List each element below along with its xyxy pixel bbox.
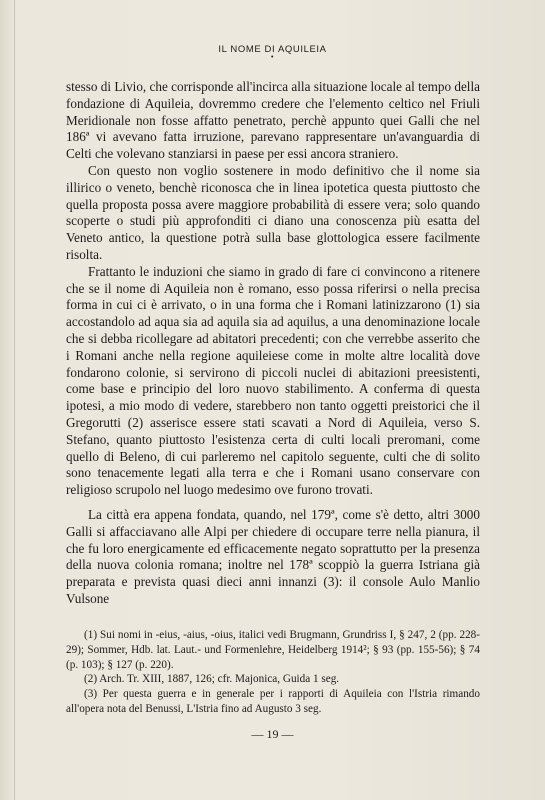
running-head-ornament: • bbox=[270, 54, 275, 61]
paragraph-3: Frattanto le induzioni che siamo in grado di fare ci convincono a ritenere che se il nome di Aquileia non è romano, esso possa riferirsi o nella precisa forma in cui ci è arrivato, o in una forma che i Romani latinizzarono (1) sia accostandolo ad aqua sia ad aquila sia ad aquilus, a una denominazione locale che si debba ricollegare ad abitatori precedenti; con che verrebbe asserito che i Romani anche nella regione aquileiese come in molte altre località dove fondarono colonie, si servirono di piccoli nuclei di abitazioni preesistenti, come base e principio del loro nuovo stabilimento. A conferma di questa ipotesi, a mio modo di vedere, starebbero non tanto oggetti preistorici che il Gregorutti (2) asserisce essere stati scavati a Nord di Aquileia, verso S. Stefano, quanto piuttosto l'esistenza certa di culti locali preromani, come quello di Beleno, di cui parleremo nel capitolo seguente, culti che di solito sono tenacemente legati alla terra e che i Romani usano conservare con religioso scrupolo nel luogo medesimo ove furono trovati. bbox=[66, 263, 480, 498]
running-head bbox=[0, 44, 545, 61]
footnote-3: (3) Per questa guerra e in generale per i rapporti di Aquileia con l'Istria rimando all'opera nota del Benussi, L'Istria fino ad Augusto 3 seg. bbox=[66, 688, 480, 715]
paragraph-4: La città era appena fondata, quando, nel 179ª, come s'è detto, altri 3000 Galli si affacciavano alle Alpi per chiedere di occupare terre nella pianura, il che fu loro energicamente ed efficacemente negato soprattutto per la presenza della nuova colonia romana; inoltre nel 178ª scoppiò la guerra Istriana già preparata e prevista quasi dieci anni innanzi (3): il console Aulo Manlio Vulsone bbox=[66, 506, 480, 606]
paragraph-1: stesso di Livio, che corrisponde all'incirca alla situazione locale al tempo della fondazione di Aquileia, dovremmo credere che l'elemento celtico nel Friuli Meridionale non fosse affatto penetrato, perchè appunto quei Galli che nel 186ª vi avevano fatta irruzione, parevano rappresentare un'avanguardia di Celti che volevano stanziarsi in paese per essi ancora straniero. bbox=[66, 79, 480, 162]
main-text bbox=[66, 79, 480, 608]
footnote-1: (1) Sui nomi in -eius, -aius, -oius, italici vedi Brugmann, Grundriss I, § 247, 2 (pp. 228-29); Sommer, Hdb. lat. Laut.- und Formenlehre, Heidelberg 1914²; § 93 (pp. 155-56); § 74 (p. 103); § 127 (p. 220). bbox=[66, 629, 480, 671]
footnotes bbox=[66, 628, 480, 717]
running-head-text: IL NOME DI AQUILEIA bbox=[218, 44, 327, 55]
paragraph-2: Con questo non voglio sostenere in modo definitivo che il nome sia illirico o veneto, benchè riconosca che in linea ipotetica questa piuttosto che quella proposta possa avere maggiore probabilità di essere vera; solo quando scoperte o studi più approfonditi ci diano una conoscenza più esatta del Veneto antico, la questione potrà sulla base glottologica essere facilmente risolta. bbox=[66, 162, 480, 262]
footnote-2: (2) Arch. Tr. XIII, 1887, 126; cfr. Majonica, Guida 1 seg. bbox=[84, 673, 340, 686]
page-number: — 19 — bbox=[251, 727, 294, 741]
page-gutter-edge bbox=[14, 0, 15, 800]
